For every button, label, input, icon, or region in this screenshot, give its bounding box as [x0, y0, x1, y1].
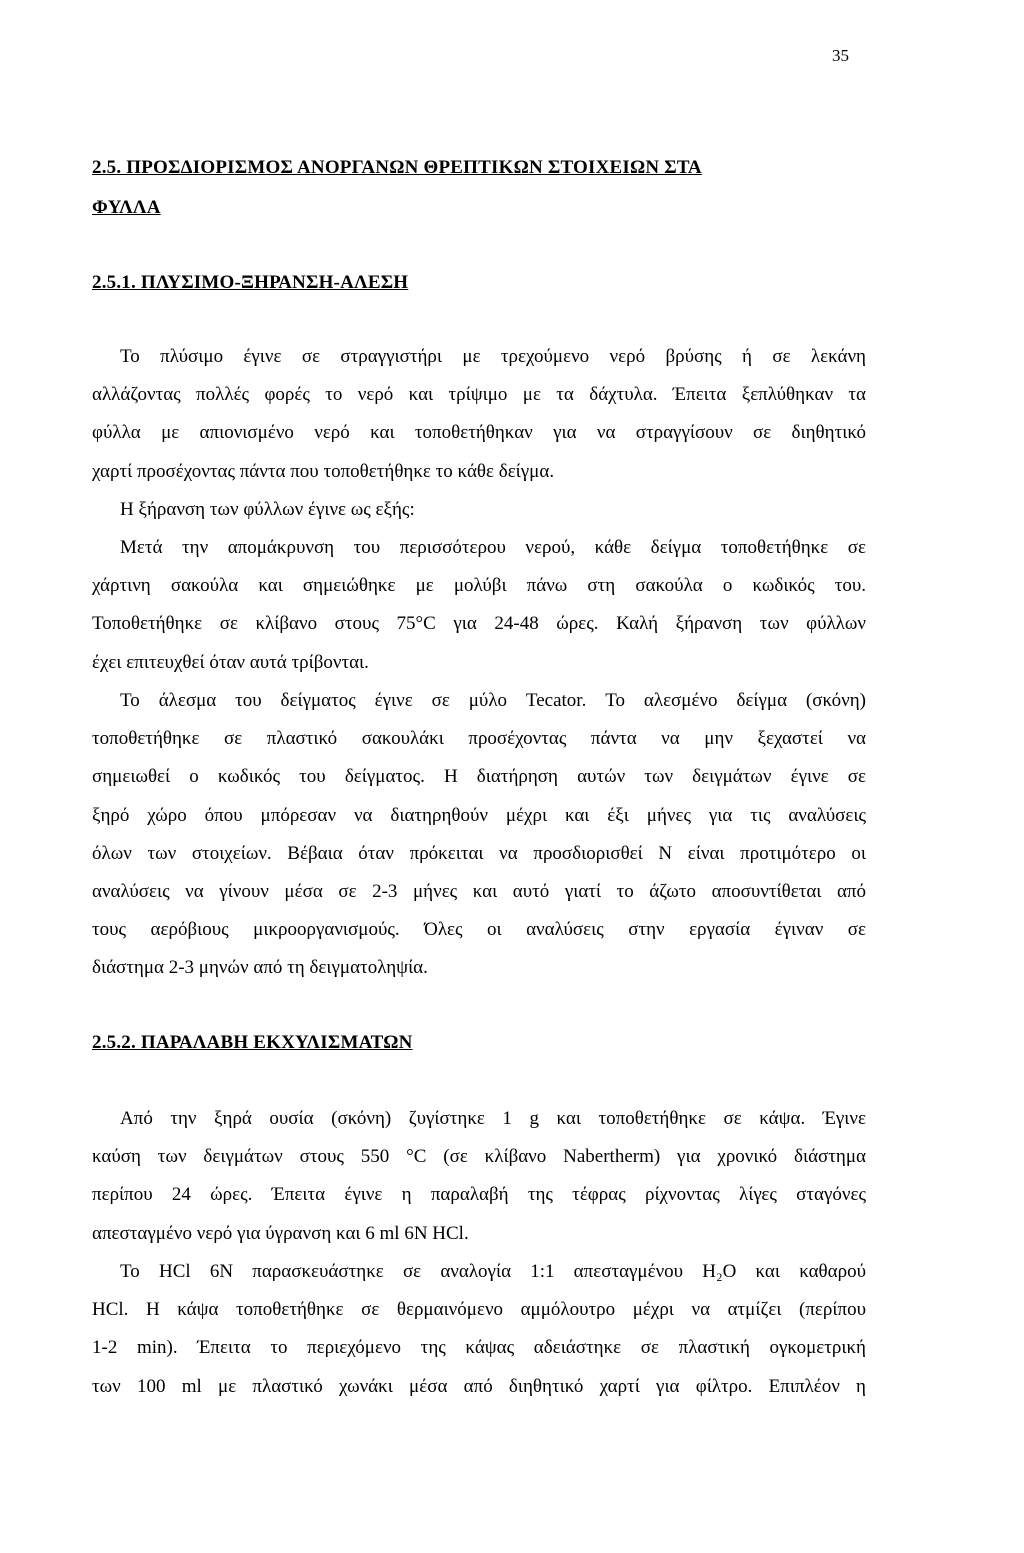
paragraph-hcl-preparation: [92, 1253, 866, 1406]
paragraph-line: ξηρό χώρο όπου μπόρεσαν να διατηρηθούν μέχρι και έξι μήνες για τις αναλύσεις: [92, 804, 866, 826]
paragraph-line: Τοποθετήθηκε σε κλίβανο στους 75°C για 24-48 ώρες. Καλή ξήρανση των φύλλων: [92, 613, 866, 635]
paragraph-line: 1-2 min). Έπειτα το περιεχόμενο της κάψας αδειάστηκε σε πλαστική ογκομετρική: [92, 1337, 866, 1359]
paragraph-line: HCl. Η κάψα τοποθετήθηκε σε θερμαινόμενο αμμόλουτρο μέχρι να ατμίζει (περίπου: [92, 1299, 866, 1321]
paragraph-line: Μετά την απομάκρυνση του περισσότερου νερού, κάθε δείγμα τοποθετήθηκε σε: [120, 537, 866, 558]
paragraph-line: διάστημα 2-3 μηνών από τη δειγματοληψία.: [92, 957, 428, 979]
paragraph-line: τους αερόβιους μικροοργανισμούς. Όλες οι αναλύσεις στην εργασία έγιναν σε: [92, 919, 866, 941]
subsection-heading-washing-drying-grinding: 2.5.1. ΠΛΥΣΙΜΟ-ΞΗΡΑΝΣΗ-ΑΛΕΣΗ: [92, 272, 409, 293]
paragraph-line: απεσταγμένο νερό για ύγρανση και 6 ml 6N HCl.: [92, 1222, 469, 1244]
page-number: 35: [832, 46, 849, 65]
paragraph-line: φύλλα με απιονισμένο νερό και τοποθετήθηκαν για να στραγγίσουν σε διηθητικό: [92, 422, 866, 444]
section-heading: 2.5. ΠΡΟΣΔΙΟΡΙΣΜΟΣ ΑΝΟΡΓΑΝΩΝ ΘΡΕΠΤΙΚΩΝ ΣΤΟΙΧΕΙΩΝ ΣΤΑ: [92, 157, 702, 178]
paragraph-drying-intro: [92, 491, 866, 529]
paragraph-line: χαρτί προσέχοντας πάντα που τοποθετήθηκε το κάθε δείγμα.: [92, 460, 555, 482]
paragraph-drying: [92, 529, 866, 682]
paragraph-line: Το HCl 6N παρασκευάστηκε σε αναλογία 1:1 απεσταγμένου H₂O και καθαρού: [120, 1261, 866, 1282]
paragraph-line: αλλάζοντας πολλές φορές το νερό και τρίψιμο με τα δάχτυλα. Έπειτα ξεπλύθηκαν τα: [92, 384, 866, 406]
paragraph-line: χάρτινη σακούλα και σημειώθηκε με μολύβι πάνω στη σακούλα ο κωδικός του.: [92, 575, 866, 597]
subsection-heading-extracts: 2.5.2. ΠΑΡΑΛΑΒΗ ΕΚΧΥΛΙΣΜΑΤΩΝ: [92, 1032, 413, 1053]
section-heading-continued: ΦΥΛΛΑ: [92, 197, 161, 218]
paragraph-line: καύση των δειγμάτων στους 550 °C (σε κλίβανο Nabertherm) για χρονικό διάστημα: [92, 1146, 866, 1168]
paragraph-line: περίπου 24 ώρες. Έπειτα έγινε η παραλαβή της τέφρας ρίχνοντας λίγες σταγόνες: [92, 1184, 866, 1206]
paragraph-line: Η ξήρανση των φύλλων έγινε ως εξής:: [120, 499, 415, 520]
paragraph-line: Από την ξηρά ουσία (σκόνη) ζυγίστηκε 1 g και τοποθετήθηκε σε κάψα. Έγινε: [120, 1108, 866, 1129]
paragraph-ashing: [92, 1100, 866, 1253]
paragraph-line: αναλύσεις να γίνουν μέσα σε 2-3 μήνες και αυτό γιατί το άζωτο αποσυντίθεται από: [92, 880, 866, 902]
paragraph-line: σημειωθεί ο κωδικός του δείγματος. Η διατήρηση αυτών των δειγμάτων έγινε σε: [92, 766, 866, 788]
paragraph-line: τοποθετήθηκε σε πλαστικό σακουλάκι προσέχοντας πάντα να μην ξεχαστεί να: [92, 728, 866, 750]
paragraph-line: των 100 ml με πλαστικό χωνάκι μέσα από διηθητικό χαρτί για φίλτρο. Επιπλέον η: [92, 1375, 866, 1397]
paragraph-line: Το πλύσιμο έγινε σε στραγγιστήρι με τρεχούμενο νερό βρύσης ή σε λεκάνη: [120, 346, 866, 367]
paragraph-line: Το άλεσμα του δείγματος έγινε σε μύλο Tecator. Το αλεσμένο δείγμα (σκόνη): [120, 690, 866, 711]
paragraph-line: όλων των στοιχείων. Βέβαια όταν πρόκειται να προσδιορισθεί Ν είναι προτιμότερο οι: [92, 842, 866, 864]
paragraph-grinding: [92, 682, 866, 988]
paragraph-washing: [92, 338, 866, 491]
paragraph-line: έχει επιτευχθεί όταν αυτά τρίβονται.: [92, 651, 369, 673]
